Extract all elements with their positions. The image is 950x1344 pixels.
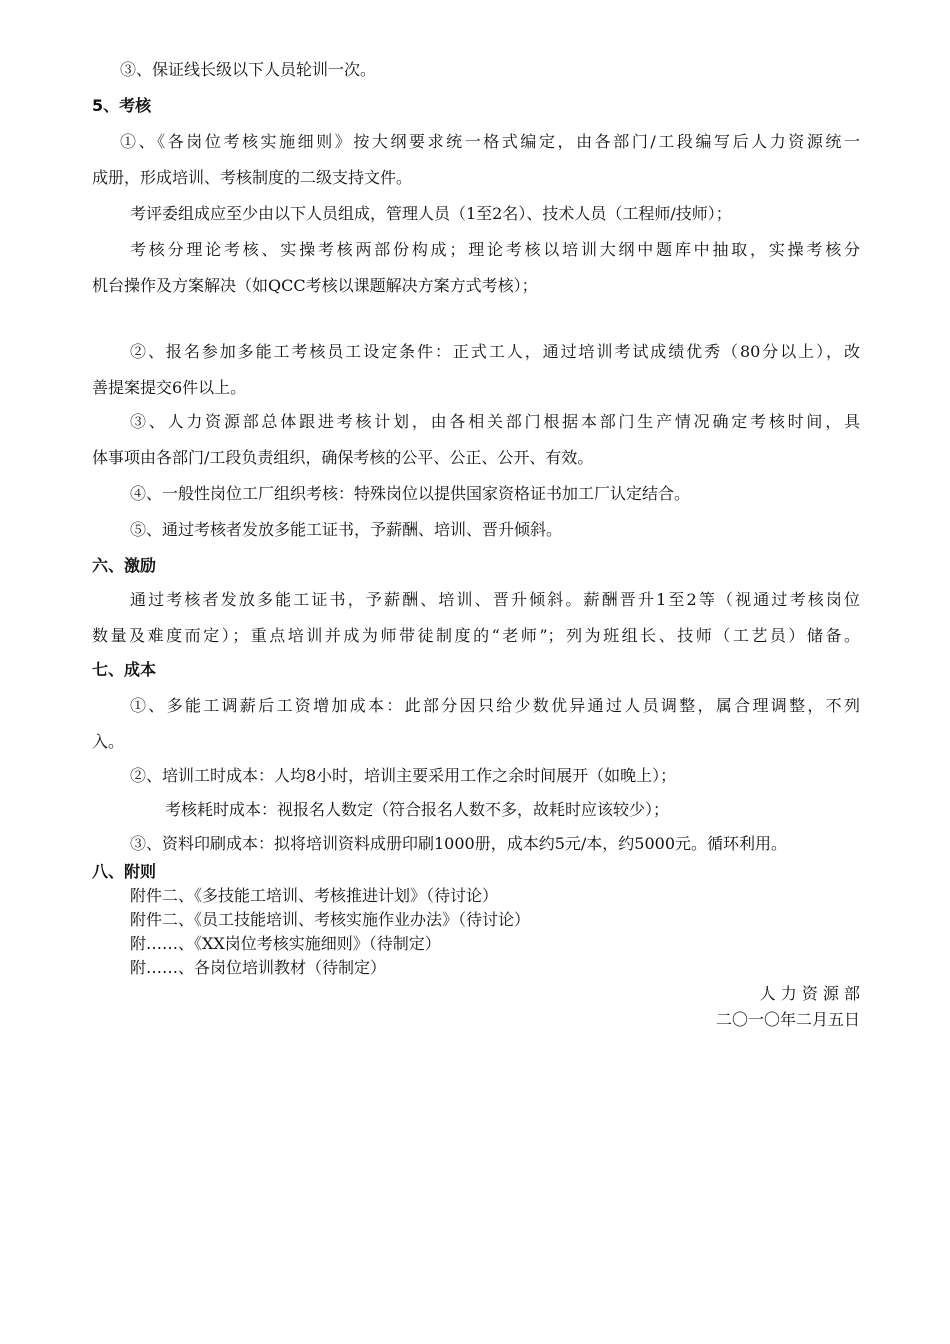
section-heading: 六、激励 xyxy=(92,556,157,575)
paragraph: 考核分理论考核、实操考核两部份构成；理论考核以培训大纲中题库中抽取，实操考核分 xyxy=(130,240,860,259)
paragraph: ②、培训工时成本：人均8小时，培训主要采用工作之余时间展开（如晚上）； xyxy=(130,766,677,785)
paragraph: ③、人力资源部总体跟进考核计划，由各相关部门根据本部门生产情况确定考核时间，具 xyxy=(130,412,860,431)
paragraph-continuation: 数量及难度而定）；重点培训并成为师带徒制度的“老师”；列为班组长、技师（工艺员）储备。 xyxy=(92,626,860,645)
attachment-item: 附……、《XX岗位考核实施细则》（待制定） xyxy=(130,934,441,953)
paragraph: 考核耗时成本：视报名人数定（符合报名人数不多，故耗时应该较少）； xyxy=(165,800,670,819)
paragraph: ③、资料印刷成本：拟将培训资料成册印刷1000册，成本约5元/本，约5000元。循环利用。 xyxy=(130,834,788,853)
paragraph: ④、一般性岗位工厂组织考核：特殊岗位以提供国家资格证书加工厂认定结合。 xyxy=(130,484,691,503)
attachment-item: 附件二、《多技能工培训、考核推进计划》（待讨论） xyxy=(130,886,499,905)
paragraph: ③、保证线长级以下人员轮训一次。 xyxy=(120,60,377,79)
paragraph-continuation: 善提案提交6件以上。 xyxy=(92,378,247,397)
paragraph-continuation: 机台操作及方案解决（如QCC考核以课题解决方案方式考核）； xyxy=(92,276,538,295)
section-heading: 八、附则 xyxy=(92,862,157,881)
paragraph: ①、《各岗位考核实施细则》按大纲要求统一格式编定，由各部门/工段编写后人力资源统一 xyxy=(120,132,860,151)
paragraph: ②、报名参加多能工考核员工设定条件：正式工人，通过培训考试成绩优秀（80分以上），改 xyxy=(130,342,860,361)
attachment-item: 附件二、《员工技能培训、考核实施作业办法》（待讨论） xyxy=(130,910,531,929)
paragraph-continuation: 成册，形成培训、考核制度的二级支持文件。 xyxy=(92,168,413,187)
paragraph: ⑤、通过考核者发放多能工证书，予薪酬、培训、晋升倾斜。 xyxy=(130,520,563,539)
paragraph-continuation: 入。 xyxy=(92,732,125,751)
paragraph-continuation: 体事项由各部门/工段负责组织，确保考核的公平、公正、公开、有效。 xyxy=(92,448,594,467)
attachment-item: 附……、各岗位培训教材（待制定） xyxy=(130,958,387,977)
signature-date: 二〇一〇年二月五日 xyxy=(715,1010,860,1029)
section-heading: 5、考核 xyxy=(92,96,152,115)
paragraph: 通过考核者发放多能工证书，予薪酬、培训、晋升倾斜。薪酬晋升1至2等（视通过考核岗位 xyxy=(130,590,860,609)
paragraph: 考评委组成应至少由以下人员组成，管理人员（1至2名）、技术人员（工程师/技师）； xyxy=(130,204,732,223)
signature-department: 人 力 资 源 部 xyxy=(759,984,860,1003)
paragraph: ①、多能工调薪后工资增加成本：此部分因只给少数优异通过人员调整，属合理调整，不列 xyxy=(130,696,860,715)
section-heading: 七、成本 xyxy=(92,660,157,679)
